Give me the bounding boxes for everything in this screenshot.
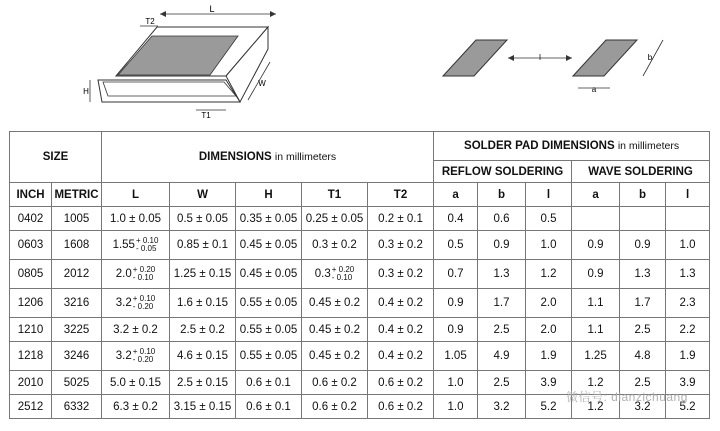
cell-reflow-a: 0.7 [434,260,478,289]
cell-T2: 0.4 ± 0.2 [368,289,434,318]
cell-wave-b: 1.3 [620,260,666,289]
cell-reflow-l: 1.9 [526,342,572,371]
label-L: L [209,4,215,14]
cell-reflow-l: 5.2 [526,395,572,419]
cell-wave-a: 1.2 [572,371,620,395]
cell-reflow-l: 3.9 [526,371,572,395]
cell-wave-l: 1.9 [666,342,710,371]
cell-wave-b: 1.7 [620,289,666,318]
cell-T1: 0.45 ± 0.2 [302,289,368,318]
cell-T2: 0.6 ± 0.2 [368,395,434,419]
col-wave-b: b [620,183,666,207]
cell-W: 1.25 ± 0.15 [170,260,236,289]
cell-wave-l: 2.3 [666,289,710,318]
cell-reflow-a: 1.0 [434,395,478,419]
cell-metric: 1608 [52,231,102,260]
col-W: W [170,183,236,207]
cell-wave-l: 5.2 [666,395,710,419]
cell-wave-a [572,207,620,231]
cell-metric: 2012 [52,260,102,289]
cell-W: 0.5 ± 0.05 [170,207,236,231]
label-pad-b: b [647,53,653,62]
cell-H: 0.6 ± 0.1 [236,395,302,419]
cell-T2: 0.4 ± 0.2 [368,342,434,371]
cell-reflow-b: 1.3 [478,260,526,289]
cell-wave-b [620,207,666,231]
label-H: H [83,87,89,96]
cell-W: 0.85 ± 0.1 [170,231,236,260]
cell-reflow-l: 2.0 [526,289,572,318]
size-header: SIZE [10,132,102,183]
cell-reflow-a: 0.5 [434,231,478,260]
cell-T1: 0.6 ± 0.2 [302,395,368,419]
cell-T1: 0.6 ± 0.2 [302,371,368,395]
cell-reflow-a: 1.05 [434,342,478,371]
cell-T1: 0.45 ± 0.2 [302,342,368,371]
col-inch: INCH [10,183,52,207]
col-reflow-b: b [478,183,526,207]
reflow-header: REFLOW SOLDERING [434,161,572,183]
cell-wave-l [666,207,710,231]
table-row [10,207,710,231]
cell-T1: 0.3 ± 0.2 [302,231,368,260]
cell-T1: 0.45 ± 0.2 [302,318,368,342]
cell-H: 0.55 ± 0.05 [236,318,302,342]
col-T1: T1 [302,183,368,207]
cell-reflow-l: 2.0 [526,318,572,342]
col-metric: METRIC [52,183,102,207]
cell-W: 2.5 ± 0.2 [170,318,236,342]
cell-L: 3.2 + 0.10 - 0.20 [102,342,170,371]
cell-H: 0.45 ± 0.05 [236,260,302,289]
cell-L: 2.0 + 0.20 - 0.10 [102,260,170,289]
cell-wave-b: 4.8 [620,342,666,371]
cell-reflow-b: 0.9 [478,231,526,260]
col-T2: T2 [368,183,434,207]
cell-wave-a: 1.1 [572,289,620,318]
cell-T2: 0.4 ± 0.2 [368,318,434,342]
solder-pad-header: SOLDER PAD DIMENSIONS in millimeters [434,132,710,161]
cell-wave-l: 1.0 [666,231,710,260]
cell-reflow-l: 1.0 [526,231,572,260]
cell-wave-b: 2.5 [620,371,666,395]
label-pad-a: a [591,85,597,94]
cell-wave-l: 1.3 [666,260,710,289]
col-H: H [236,183,302,207]
col-L: L [102,183,170,207]
cell-wave-a: 0.9 [572,260,620,289]
cell-L: 1.55 + 0.10 - 0.05 [102,231,170,260]
cell-W: 4.6 ± 0.15 [170,342,236,371]
table-row [10,231,710,260]
cell-reflow-b: 0.6 [478,207,526,231]
cell-reflow-b: 4.9 [478,342,526,371]
watermark: 微信号: dianzichuang [566,390,688,404]
cell-reflow-a: 0.9 [434,318,478,342]
cell-H: 0.55 ± 0.05 [236,342,302,371]
col-reflow-a: a [434,183,478,207]
cell-H: 0.6 ± 0.1 [236,371,302,395]
cell-metric: 3246 [52,342,102,371]
cell-inch: 1218 [10,342,52,371]
table-row [10,342,710,371]
dimensions-table [9,131,710,419]
cell-inch: 0402 [10,207,52,231]
cell-H: 0.45 ± 0.05 [236,231,302,260]
cell-wave-a: 1.2 [572,395,620,419]
component-drawings [0,0,720,128]
cell-inch: 1206 [10,289,52,318]
label-T2: T2 [145,17,155,26]
cell-W: 3.15 ± 0.15 [170,395,236,419]
cell-reflow-b: 2.5 [478,318,526,342]
chip-resistor-drawing [83,4,276,120]
cell-metric: 1005 [52,207,102,231]
cell-metric: 5025 [52,371,102,395]
cell-metric: 3225 [52,318,102,342]
cell-inch: 2010 [10,371,52,395]
cell-wave-a: 1.25 [572,342,620,371]
col-wave-l: l [666,183,710,207]
label-T1: T1 [201,111,211,120]
cell-wave-b: 0.9 [620,231,666,260]
cell-metric: 3216 [52,289,102,318]
label-W: W [258,79,266,88]
cell-wave-l: 2.2 [666,318,710,342]
col-reflow-l: l [526,183,572,207]
cell-wave-l: 3.9 [666,371,710,395]
cell-T2: 0.3 ± 0.2 [368,260,434,289]
cell-wave-a: 1.1 [572,318,620,342]
cell-L: 6.3 ± 0.2 [102,395,170,419]
col-wave-a: a [572,183,620,207]
cell-reflow-l: 0.5 [526,207,572,231]
cell-T2: 0.3 ± 0.2 [368,231,434,260]
cell-wave-b: 2.5 [620,318,666,342]
cell-reflow-b: 1.7 [478,289,526,318]
cell-reflow-l: 1.2 [526,260,572,289]
cell-metric: 6332 [52,395,102,419]
table-row [10,318,710,342]
cell-L: 3.2 + 0.10 - 0.20 [102,289,170,318]
cell-T2: 0.6 ± 0.2 [368,371,434,395]
cell-reflow-a: 0.4 [434,207,478,231]
cell-W: 2.5 ± 0.15 [170,371,236,395]
label-pad-l: l [539,53,541,62]
cell-W: 1.6 ± 0.15 [170,289,236,318]
cell-T2: 0.2 ± 0.1 [368,207,434,231]
cell-inch: 0603 [10,231,52,260]
cell-H: 0.35 ± 0.05 [236,207,302,231]
cell-L: 5.0 ± 0.15 [102,371,170,395]
table-row [10,260,710,289]
cell-reflow-b: 2.5 [478,371,526,395]
cell-reflow-b: 3.2 [478,395,526,419]
cell-inch: 0805 [10,260,52,289]
cell-inch: 2512 [10,395,52,419]
cell-L: 3.2 ± 0.2 [102,318,170,342]
cell-reflow-a: 0.9 [434,289,478,318]
cell-H: 0.55 ± 0.05 [236,289,302,318]
solder-pad-drawing [443,40,663,94]
cell-T1: 0.3 + 0.20 - 0.10 [302,260,368,289]
cell-L: 1.0 ± 0.05 [102,207,170,231]
cell-wave-a: 0.9 [572,231,620,260]
cell-inch: 1210 [10,318,52,342]
table-row [10,289,710,318]
cell-T1: 0.25 ± 0.05 [302,207,368,231]
dimensions-header: DIMENSIONS in millimeters [102,132,434,183]
cell-wave-b: 3.2 [620,395,666,419]
cell-reflow-a: 1.0 [434,371,478,395]
wave-header: WAVE SOLDERING [572,161,710,183]
